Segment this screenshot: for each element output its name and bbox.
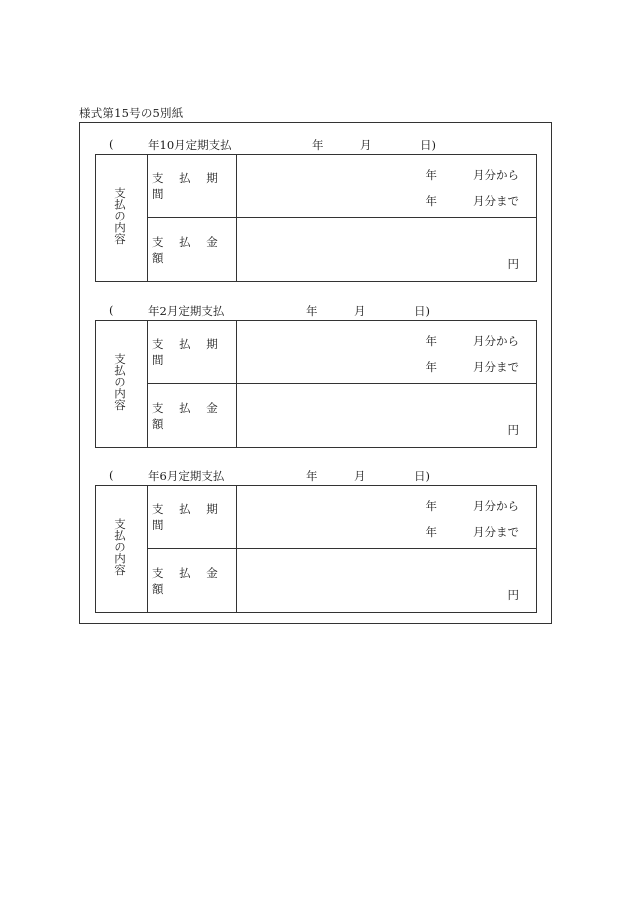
payment-period-label: 支 払 期 間 [148,486,237,549]
period-to-month: 月分まで [473,525,519,539]
amount-unit: 円 [507,588,519,602]
period-to-year: 年 [425,194,437,208]
date-year-field[interactable]: 年 [306,469,318,483]
period-from-month: 月分から [473,499,519,513]
payment-content-cell [96,155,148,281]
paren-open: ( [109,137,114,151]
section-header [95,468,537,486]
payment-amount-field[interactable] [237,384,536,447]
date-day-field[interactable]: 日) [414,469,430,483]
outer-frame [79,122,552,624]
payment-period-label: 支 払 期 間 [148,321,237,384]
period-from-year: 年 [425,334,437,348]
payment-amount-field[interactable] [237,549,536,612]
section-header [95,303,537,321]
date-year-field[interactable]: 年 [312,138,324,152]
period-to-year: 年 [425,360,437,374]
date-year-field[interactable]: 年 [306,304,318,318]
date-month-field[interactable]: 月 [354,469,366,483]
section-title: 年6月定期支払 [148,469,225,483]
date-month-field[interactable]: 月 [360,138,372,152]
payment-period-field[interactable] [237,321,536,384]
period-from-month: 月分から [473,334,519,348]
payment-section-october [95,137,537,271]
date-month-field[interactable]: 月 [354,304,366,318]
payment-table [95,320,537,448]
period-to-year: 年 [425,525,437,539]
payment-period-field[interactable] [237,486,536,549]
amount-unit: 円 [507,257,519,271]
amount-unit: 円 [507,423,519,437]
payment-table [95,485,537,613]
paren-open: ( [109,303,114,317]
section-title: 年2月定期支払 [148,304,225,318]
period-from-year: 年 [425,168,437,182]
payment-table [95,154,537,282]
section-title: 年10月定期支払 [148,138,232,152]
payment-content-cell [96,486,148,612]
payment-content-label: 支払の内容 [113,353,127,411]
payment-content-label: 支払の内容 [113,187,127,245]
payment-section-february [95,303,537,437]
payment-amount-label: 支 払 金 額 [148,384,237,447]
period-to-month: 月分まで [473,360,519,374]
payment-period-field[interactable] [237,155,536,218]
payment-content-cell [96,321,148,447]
payment-amount-label: 支 払 金 額 [148,218,237,281]
date-day-field[interactable]: 日) [420,138,436,152]
payment-period-label: 支 払 期 間 [148,155,237,218]
period-from-year: 年 [425,499,437,513]
section-header [95,137,537,155]
payment-section-june [95,468,537,602]
payment-amount-field[interactable] [237,218,536,281]
payment-content-label: 支払の内容 [113,518,127,576]
form-title: 様式第15号の5別紙 [79,106,184,120]
payment-amount-label: 支 払 金 額 [148,549,237,612]
period-to-month: 月分まで [473,194,519,208]
period-from-month: 月分から [473,168,519,182]
paren-open: ( [109,468,114,482]
date-day-field[interactable]: 日) [414,304,430,318]
